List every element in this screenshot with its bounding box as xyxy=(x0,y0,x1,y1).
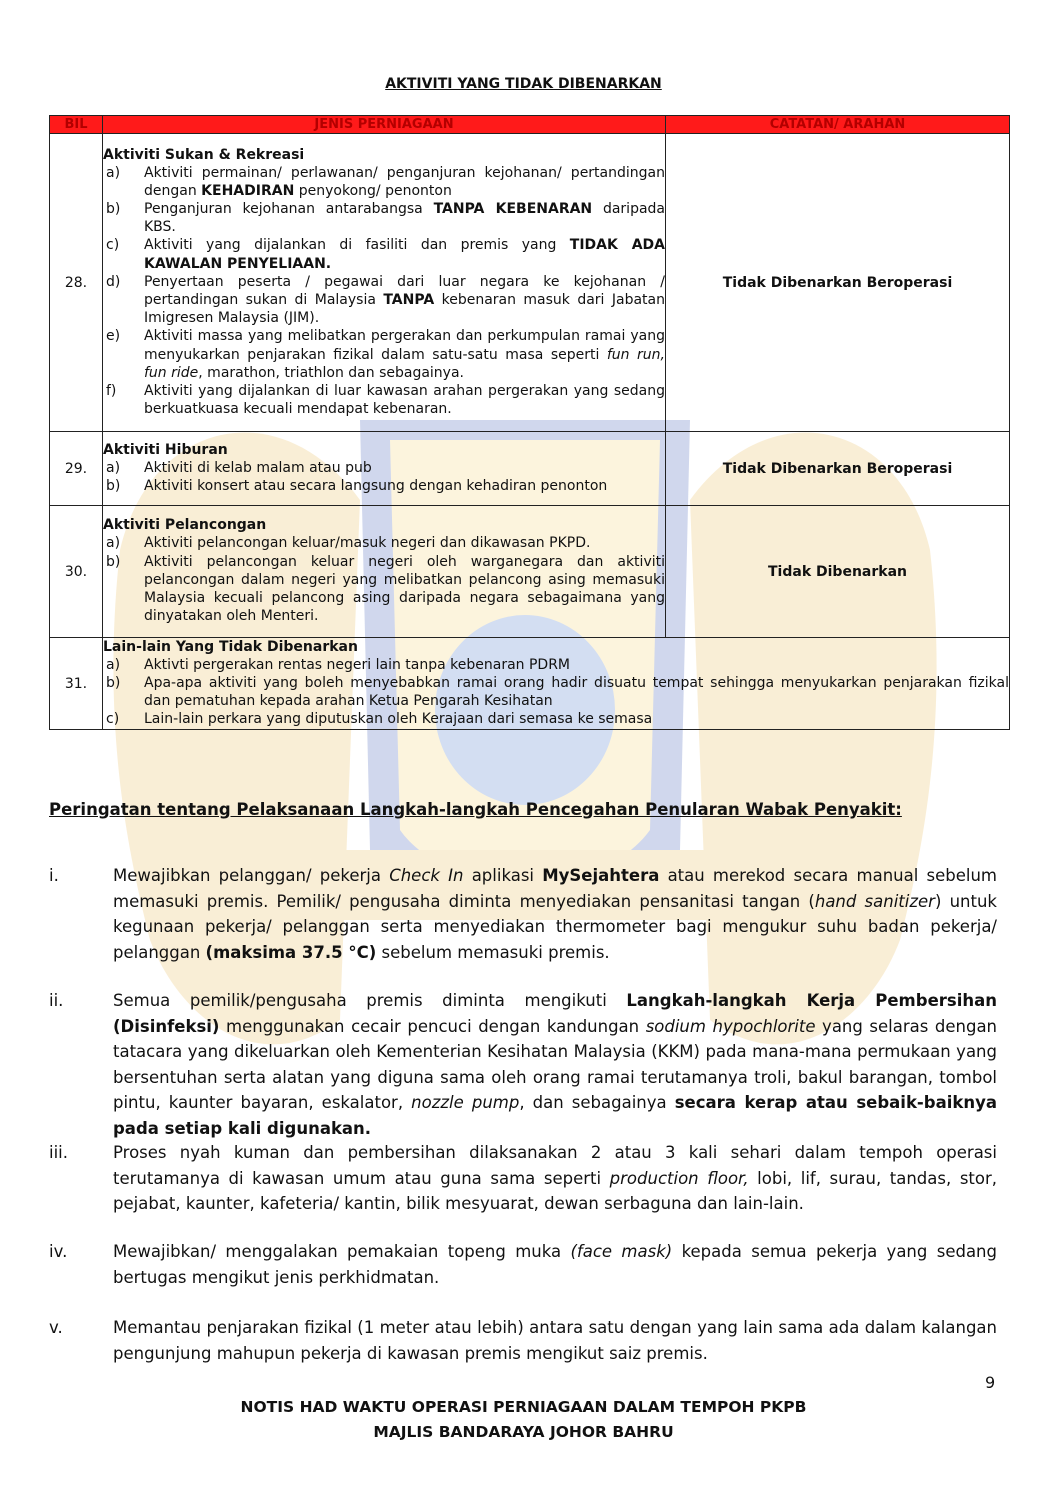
italic-text: hand sanitizer xyxy=(814,891,935,911)
footer xyxy=(0,1395,1047,1445)
list-item-label: a) xyxy=(106,164,121,181)
text-run: Memantau penjarakan fizikal (1 meter atau lebih) antara satu dengan yang lain sama ada dalam kalangan pengunjung mahupun pekerja di kawasan premis mengikut saiz premis. xyxy=(113,1318,997,1363)
list-item-text xyxy=(144,710,1009,728)
table-row xyxy=(50,506,1010,638)
italic-text: production floor, xyxy=(609,1168,749,1188)
row-heading: Aktiviti Sukan & Rekreasi xyxy=(103,146,305,163)
text-run: Aktiviti pelancongan keluar/masuk negeri dan dikawasan PKPD. xyxy=(144,535,591,552)
text-run: Aktiviti pelancongan keluar negeri oleh warganegara dan aktiviti pelancongan dalam negeri yang melibatkan pelancong asing memasuki Malaysia kecuali pelancong asing daripada negara sebagaimana yang dinyatakan oleh Menteri. xyxy=(144,553,665,625)
list-item-text xyxy=(144,164,665,200)
list-item-label: a) xyxy=(106,459,121,476)
table-header-row xyxy=(50,116,1010,134)
list-item-text xyxy=(144,382,665,418)
bold-text: TANPA xyxy=(383,292,435,308)
header-jenis: JENIS PERNIAGAAN xyxy=(103,116,666,134)
list-item-text xyxy=(144,273,665,328)
list-item-label: b) xyxy=(106,674,121,691)
reminder-text xyxy=(113,988,997,1141)
text-run: daripada KBS. xyxy=(144,200,666,236)
italic-text: nozzle pump xyxy=(411,1093,520,1112)
page-number: 9 xyxy=(985,1373,996,1392)
reminder-text xyxy=(113,1315,997,1366)
list-item-text xyxy=(144,236,665,272)
reminder-item xyxy=(49,1315,997,1366)
text-run: Penyertaan peserta / pegawai dari luar negara ke kejohanan / pertandingan sukan di Malaysia xyxy=(144,273,665,308)
list-item xyxy=(103,327,665,382)
list-item xyxy=(103,459,665,477)
list-item-label: e) xyxy=(106,328,121,345)
list-item xyxy=(103,164,665,200)
list-item xyxy=(103,674,1009,710)
list-item-label: a) xyxy=(106,656,121,673)
list-item-text xyxy=(144,674,1009,710)
row-heading: Aktiviti Pelancongan xyxy=(103,517,267,534)
activities-table xyxy=(49,115,1010,730)
list-item xyxy=(103,477,665,495)
text-run: aplikasi xyxy=(463,866,543,885)
text-run: Proses nyah kuman dan pembersihan dilaksanakan 2 atau 3 kali sehari dalam tempoh operasi terutamanya di kawasan umum atau guna sama seperti xyxy=(113,1143,997,1188)
row-note: Tidak Dibenarkan Beroperasi xyxy=(666,432,1010,506)
text-run: atau merekod secara manual sebelum memasuki premis. Pemilik/ pengusaha diminta menyediakan pensanitasi tangan ( xyxy=(113,866,997,911)
text-run: Mewajibkan/ menggalakan pemakaian topeng muka xyxy=(113,1242,571,1261)
bold-text: (maksima 37.5 °C) xyxy=(205,942,377,962)
bold-text: Langkah-langkah Kerja Pembersihan (Disinfeksi) xyxy=(113,991,997,1036)
reminder-number: iv. xyxy=(49,1242,68,1261)
row-items xyxy=(103,459,665,495)
list-item-text xyxy=(144,534,665,552)
row-number: 28. xyxy=(50,134,103,432)
list-item-text xyxy=(144,553,665,626)
bold-text: TANPA KEBENARAN xyxy=(433,200,593,217)
text-run: menggunakan cecair pencuci dengan kandungan xyxy=(219,1016,646,1036)
row-items xyxy=(103,534,665,625)
reminder-item xyxy=(49,1239,997,1290)
text-run: Mewajibkan pelanggan/ pekerja xyxy=(113,866,390,885)
header-bil: BIL xyxy=(50,116,103,134)
list-item-text xyxy=(144,459,665,477)
text-run: kepada semua pekerja yang sedang bertugas mengikut jenis perkhidmatan. xyxy=(113,1242,997,1287)
footer-line-1: NOTIS HAD WAKTU OPERASI PERNIAGAAN DALAM TEMPOH PKPB xyxy=(240,1398,807,1416)
row-number: 31. xyxy=(50,638,103,730)
page-title: AKTIVITI YANG TIDAK DIBENARKAN xyxy=(385,76,662,92)
bold-text: secara kerap atau sebaik-baiknya pada setiap kali digunakan. xyxy=(113,1093,997,1138)
list-item xyxy=(103,553,665,626)
list-item-label: a) xyxy=(106,535,121,552)
bold-text: MySejahtera xyxy=(542,866,660,885)
list-item xyxy=(103,236,665,272)
text-run: ) untuk kegunaan pekerja/ pelanggan serta menyediakan thermometer bagi mengukur suhu badan pekerja/ pelanggan xyxy=(113,891,997,962)
text-run: penyokong/ penonton xyxy=(294,182,452,199)
row-heading: Aktiviti Hiburan xyxy=(103,441,228,458)
list-item-label: d) xyxy=(106,273,121,290)
reminder-item xyxy=(49,1140,997,1217)
row-heading: Lain-lain Yang Tidak Dibenarkan xyxy=(103,638,358,655)
list-item-label: b) xyxy=(106,553,121,570)
list-item-label: b) xyxy=(106,478,121,494)
text-run: Aktiviti yang dijalankan di luar kawasan arahan pergerakan yang sedang berkuatkuasa kecuali mendapat kebenaran. xyxy=(144,383,665,418)
text-run: sebelum memasuki premis. xyxy=(376,942,610,962)
list-item xyxy=(103,273,665,328)
reminder-text xyxy=(113,1239,997,1290)
text-run: Semua pemilik/pengusaha premis diminta mengikuti xyxy=(113,991,627,1010)
row-number: 29. xyxy=(50,432,103,506)
list-item xyxy=(103,656,1009,674)
list-item xyxy=(103,200,665,236)
text-run: Apa-apa aktiviti yang boleh menyebabkan ramai orang hadir disuatu tempat sehingga menyukarkan penjarakan fizikal dan pematuhan kepada arahan Ketua Pengarah Kesihatan xyxy=(144,674,1009,709)
list-item-text xyxy=(144,477,665,495)
text-run: , marathon, triathlon dan sebagainya. xyxy=(198,364,464,381)
reminder-item xyxy=(49,988,997,1141)
list-item-text xyxy=(144,327,665,382)
table-row xyxy=(50,432,1010,506)
list-item-text xyxy=(144,200,665,236)
row-content xyxy=(103,506,666,638)
text-run: , dan sebagainya xyxy=(519,1093,675,1112)
list-item xyxy=(103,710,1009,728)
italic-text: sodium hypochlorite xyxy=(645,1016,816,1036)
list-item-label: b) xyxy=(106,200,121,217)
list-item-text xyxy=(144,656,1009,674)
row-content xyxy=(103,432,666,506)
table-row xyxy=(50,134,1010,432)
italic-text: fun run, fun ride xyxy=(144,346,665,381)
text-run: Aktivti pergerakan rentas negeri lain tanpa kebenaran PDRM xyxy=(144,656,571,673)
text-run: yang selaras dengan tatacara yang dikeluarkan oleh Kementerian Kesihatan Malaysia (KKM) pada mana-mana permukaan yang bersentuhan serta alatan yang diguna sama oleh orang ramai terutamanya troli, bakul barangan, tombol pintu, kaunter bayaran, eskalator, xyxy=(113,1016,998,1112)
text-run: Aktiviti di kelab malam atau pub xyxy=(144,459,372,476)
reminder-number: v. xyxy=(49,1318,63,1337)
bold-text: TIDAK ADA KAWALAN PENYELIAAN. xyxy=(144,237,665,272)
table-row xyxy=(50,638,1010,730)
list-item-label: f) xyxy=(106,383,117,400)
list-item xyxy=(103,534,665,552)
row-number: 30. xyxy=(50,506,103,638)
row-content xyxy=(103,134,666,432)
text-run: kebenaran masuk dari Jabatan Imigresen Malaysia (JIM). xyxy=(144,292,665,327)
row-note: Tidak Dibenarkan Beroperasi xyxy=(666,134,1010,432)
text-run: Aktiviti massa yang melibatkan pergerakan dan perkumpulan ramai yang menyukarkan penjarakan fizikal dalam satu-satu masa seperti xyxy=(144,328,665,363)
list-item-label: c) xyxy=(106,237,120,254)
row-items xyxy=(103,656,1009,729)
reminder-text xyxy=(113,863,997,965)
bold-text: KEHADIRAN xyxy=(201,182,295,199)
text-run: Aktiviti yang dijalankan di fasiliti dan premis yang xyxy=(144,237,570,254)
text-run: Penganjuran kejohanan antarabangsa xyxy=(144,200,434,217)
italic-text: (face mask) xyxy=(570,1242,673,1261)
row-note: Tidak Dibenarkan xyxy=(666,506,1010,638)
section-title: Peringatan tentang Pelaksanaan Langkah-langkah Pencegahan Penularan Wabak Penyakit: xyxy=(49,800,902,819)
text-run: Aktiviti permainan/ perlawanan/ penganjuran kejohanan/ pertandingan dengan xyxy=(144,164,665,199)
reminder-text xyxy=(113,1140,997,1217)
list-item xyxy=(103,382,665,418)
reminder-number: i. xyxy=(49,866,59,885)
text-run: Lain-lain perkara yang diputuskan oleh Kerajaan dari semasa ke semasa xyxy=(144,711,653,728)
reminder-number: iii. xyxy=(49,1143,68,1162)
row-content xyxy=(103,638,1010,730)
header-catatan: CATATAN/ ARAHAN xyxy=(666,116,1010,134)
italic-text: Check In xyxy=(389,866,464,885)
text-run: Aktiviti konsert atau secara langsung dengan kehadiran penonton xyxy=(144,478,608,494)
footer-line-2: MAJLIS BANDARAYA JOHOR BAHRU xyxy=(373,1423,674,1441)
list-item-label: c) xyxy=(106,711,120,728)
row-items xyxy=(103,164,665,419)
reminder-item xyxy=(49,863,997,965)
reminder-number: ii. xyxy=(49,991,64,1010)
text-run: lobi, lif, surau, tandas, stor, pejabat, kaunter, kafeteria/ kantin, bilik mesyuarat, dewan serbaguna dan lain-lain. xyxy=(113,1168,998,1213)
